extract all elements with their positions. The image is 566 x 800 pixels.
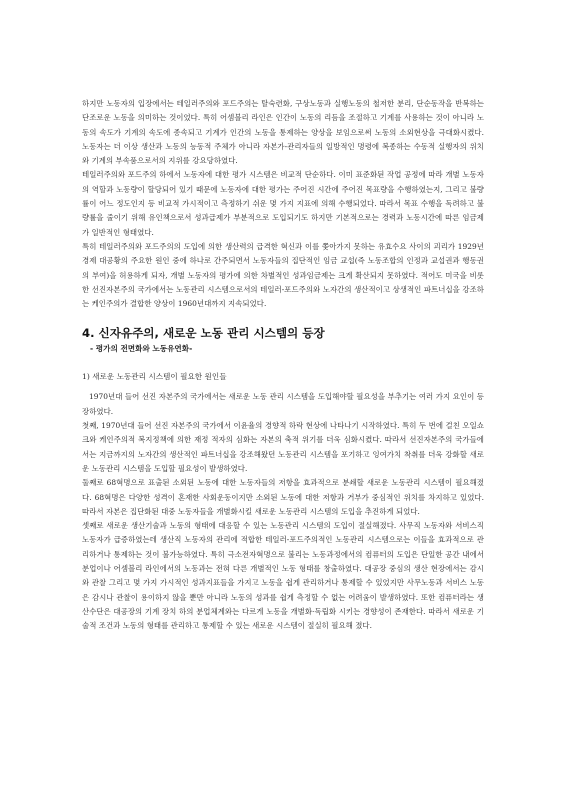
paragraph-taylorism-worker-view: 하지만 노동자의 입장에서는 테일러주의와 포드주의는 탈숙련화, 구상노동과 실행노동의 철저한 분리, 단순동작을 반복하는 단조로운 노동을 의미하는 것이었다. 특히 어셈블리 라인은 인간이 노동의 리듬을 조절하고 기계를 사용하는 것이 아니라 노동의 속도가 기계의 속도에 종속되고 기계가 인간의 노동을 통제하는 양상을 보임으로써 노동의 소외현상을 극대화시켰다. 노동자는 더 이상 생산과 노동의 능동적 주체가 아니라 자본가-관리자들의 일방적인 명령에 복종하는 수동적 실행자의 위치와 기계의 부속품으로서의 지위를 강요당하였다. <box>82 99 484 166</box>
section-spacer <box>82 356 484 370</box>
subsection-title: 1) 새로운 노동관리 시스템이 필요한 원인들 <box>82 372 227 382</box>
paragraph-great-depression: 특히 테일러주의와 포드주의의 도입에 의한 생산력의 급격한 혁신과 이를 쫓아가지 못하는 유효수요 사이의 괴리가 1929년 경제 대공황의 주요한 원인 중에 하나로 간주되면서 노동자들의 집단적인 임금 교섭(즉 노동조합의 인정과 교섭권과 행동권의 부여)을 허용하게 되자, 개별 노동자의 평가에 의한 차별적인 성과임금제는 크게 확산되지 못하였다. 적어도 미국을 비롯한 선진자본주의 국가에서는 노동관리 시스템으로서의 테일러-포드주의와 노자간의 생산적이고 상생적인 파트너십을 강조하는 케인주의가 결합한 양상이 1960년대까지 지속되었다. <box>82 241 484 309</box>
paragraph-first-factor: 첫째, 1970년대 들어 선진 자본주의 국가에서 이윤율의 경향적 하락 현상에 나타나기 시작하였다. 특히 두 번에 걸친 오일쇼크와 케인주의적 복지정책에 의한 재정 적자의 심화는 자본의 축적 위기를 더욱 심화시켰다. 따라서 선진자본주의 국가들에서는 지금까지의 노자간의 생산적인 파트너십을 강조해왔던 노동관리 시스템을 포기하고 잉여가치 착취를 더욱 강화할 새로운 노동관리 시스템을 도입할 필요성이 발생하였다. <box>82 421 484 473</box>
paragraph-evaluation-system: 테일러주의와 포드주의 하에서 노동자에 대한 평가 시스템은 비교적 단순하다. 이미 표준화된 작업 공정에 따라 개별 노동자의 역할과 노동량이 할당되어 있기 때문에 노동자에 대한 평가는 주어진 시간에 주어진 목표량을 수행하였는지, 그리고 불량률이 어느 정도인지 등 비교적 가시적이고 측정하기 쉬운 몇 가지 지표에 의해 수행되었다. 따라서 목표 수행을 독려하고 불량률을 줄이기 위해 유인책으로서 성과급제가 부분적으로 도입되기도 하지만 기본적으로는 경력과 노동시간에 따른 임금제가 일반적인 형태였다. <box>82 170 484 237</box>
section-subheading: - 평가의 전면화와 노동유연화- <box>90 344 193 354</box>
paragraph-third-factor: 셋째로 새로운 생산기술과 노동의 형태에 대응할 수 있는 노동관리 시스템의 도입이 절실해졌다. 사무직 노동자와 서비스직 노동자가 급증하였는데 생산직 노동자의 관리에 적합한 테일러-포드주의적인 노동관리 시스템으로는 이들을 효과적으로 관리하거나 통제하는 것이 불가능하였다. 특히 극소전자혁명으로 불리는 노동과정에서의 컴퓨터의 도입은 단일한 공간 내에서 분업이나 어셈블리 라인에서의 노동과는 전혀 다른 개별적인 노동 형태를 창출하였다. 대공장 중심의 생산 현장에서는 감시와 관찰 그리고 몇 가지 가시적인 성과지표들을 가지고 노동을 쉽게 관리하거나 통제할 수 있었지만 사무노동과 서비스 노동은 감시나 관찰이 용이하지 않을 뿐만 아니라 노동의 성과를 쉽게 측정할 수 없는 어려움이 발생하였다. 또한 컴퓨터라는 생산수단은 대공장의 기계 장치 하의 분업체계와는 다르게 노동을 개별화·독립화 시키는 경향성이 존재한다. 따라서 새로운 기술적 조건과 노동의 형태를 관리하고 통제할 수 있는 새로운 시스템이 절실히 필요해 졌다. <box>82 521 484 631</box>
paragraph-second-factor: 둘째로 68혁명으로 표출된 소외된 노동에 대한 노동자들의 저항을 효과적으로 분쇄할 새로운 노동관리 시스템이 필요해졌다. 68혁명은 다양한 성격이 혼재한 사회운동이지만 소외된 노동에 대한 저항과 거부가 중심적인 위치를 차지하고 있었다. 따라서 자본은 집단화된 대중 노동자들을 개별화시킬 새로운 노동관리 시스템의 도입을 추진하게 되었다. <box>82 478 484 516</box>
paragraph-intro-factors: 1970년대 들어 선진 자본주의 국가에서는 새로운 노동 관리 시스템을 도입해야할 필요성을 부추기는 여러 가지 요인이 등장하였다. <box>82 392 484 416</box>
section-spacer <box>82 311 484 325</box>
section-heading: 4. 신자유주의, 새로운 노동 관리 시스템의 등장 <box>82 326 325 341</box>
